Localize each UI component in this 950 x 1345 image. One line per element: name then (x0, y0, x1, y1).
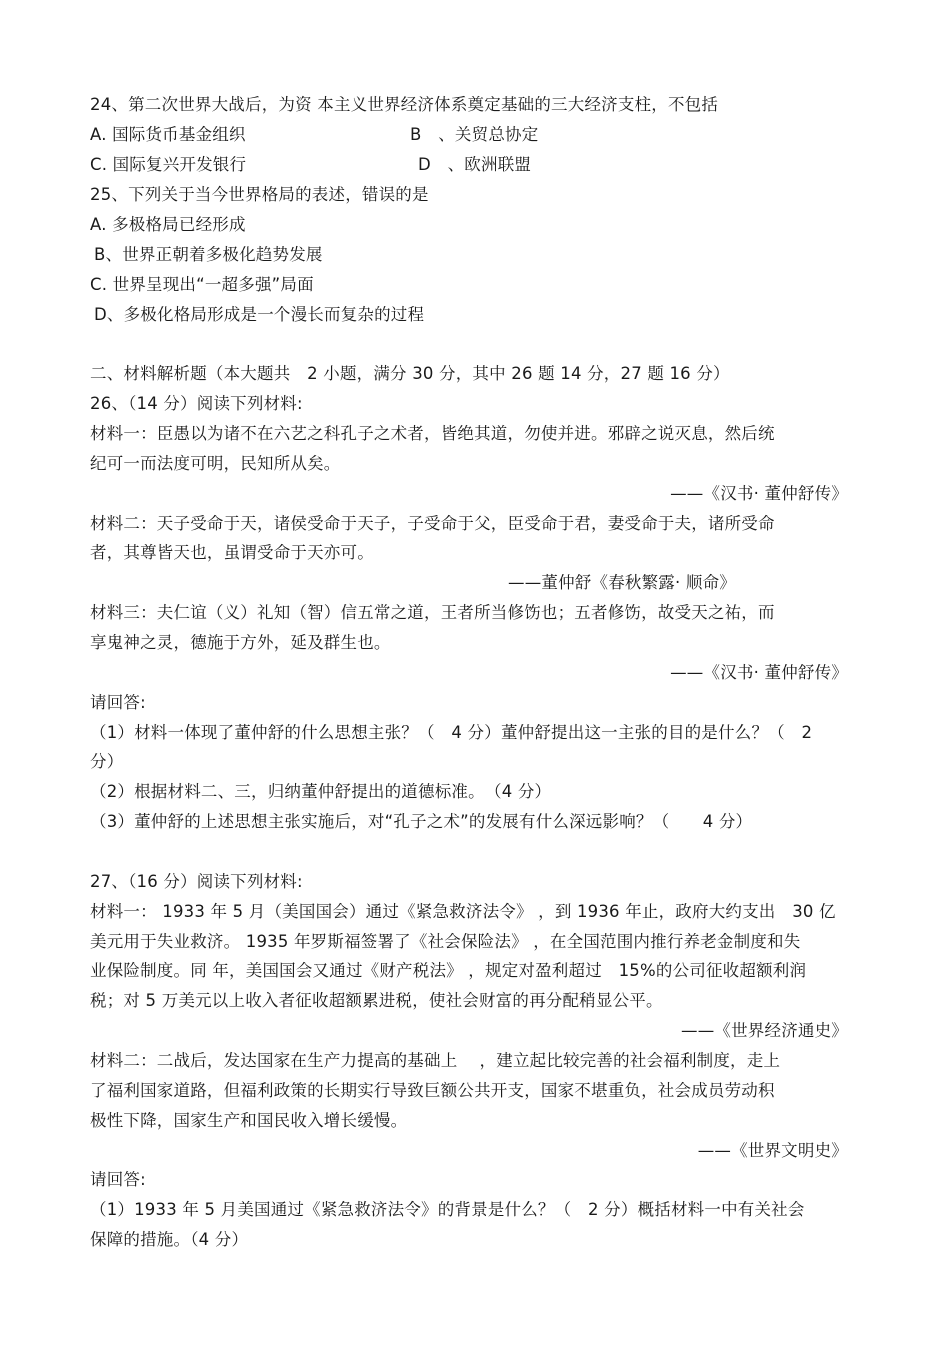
q27-material1-line3: 业保险制度。同 年，美国国会又通过《财产税法》 ，规定对盈利超过 15%的公司征收超额利润 (90, 961, 807, 980)
q25-option-b: B、世界正朝着多极化趋势发展 (94, 245, 323, 264)
q26-material3-source: ——《汉书· 董仲舒传》 (670, 663, 848, 682)
q24-option-a: A. 国际货币基金组织 (90, 125, 246, 144)
q27-sub1-line1: （1）1933 年 5 月美国通过《紧急救济法令》的背景是什么？（ 2 分）概括材料一中有关社会 (90, 1200, 805, 1219)
q24-option-c: C. 国际复兴开发银行 (90, 155, 247, 174)
q27-material2-line2: 了福利国家道路，但福利政策的长期实行导致巨额公共开支，国家不堪重负，社会成员劳动积 (90, 1081, 775, 1100)
q27-material1-line4: 税；对 5 万美元以上收入者征收超额累进税，使社会财富的再分配稍显公平。 (90, 991, 663, 1010)
q26-sub3: （3）董仲舒的上述思想主张实施后，对“孔子之术”的发展有什么深远影响？（ 4 分） (90, 812, 753, 831)
q27-material2-line1: 材料二：二战后，发达国家在生产力提高的基础上 ，建立起比较完善的社会福利制度，走上 (90, 1051, 781, 1070)
q24-options-row1 (90, 124, 850, 146)
q24-option-b: B 、关贸总协定 (410, 125, 539, 144)
q26-material2-line1: 材料二：天子受命于天，诸侯受命于天子，子受命于父，臣受命于君，妻受命于夫，诸所受命 (90, 514, 775, 533)
q24-stem: 24、第二次世界大战后，为资 本主义世界经济体系奠定基础的三大经济支柱，不包括 (90, 95, 719, 114)
q27-sub1-line2: 保障的措施。（4 分） (90, 1230, 249, 1249)
q26-material3-line1: 材料三：夫仁谊（义）礼知（智）信五常之道，王者所当修饬也；五者修饬，故受天之祐，而 (90, 603, 775, 622)
q24-option-d: D 、欧洲联盟 (418, 155, 532, 174)
q27-ask: 请回答: (90, 1170, 146, 1189)
q26-material1-source: ——《汉书· 董仲舒传》 (670, 484, 848, 503)
q26-ask: 请回答: (90, 693, 146, 712)
q26-sub1-line1: （1）材料一体现了董仲舒的什么思想主张？（ 4 分）董仲舒提出这一主张的目的是什么？（ 2 (90, 723, 813, 742)
q24-options-row2 (90, 154, 850, 176)
q26-material2-line2: 者，其尊皆天也，虽谓受命于天亦可。 (90, 543, 374, 562)
q25-option-a: A. 多极格局已经形成 (90, 215, 246, 234)
q26-sub2: （2）根据材料二、三，归纳董仲舒提出的道德标准。 （4 分） (90, 782, 552, 801)
section-heading: 二、材料解析题（本大题共 2 小题，满分 30 分，其中 26 题 14 分，27 题 16 分） (90, 364, 730, 383)
q25-option-c: C. 世界呈现出“一超多强”局面 (90, 275, 314, 294)
q25-stem: 25、下列关于当今世界格局的表述，错误的是 (90, 185, 429, 204)
q26-material2-source: ——董仲舒《春秋繁露· 顺命》 (508, 573, 736, 592)
q27-material2-source: ——《世界文明史》 (697, 1141, 848, 1160)
q26-material1-line2: 纪可一而法度可明，民知所从矣。 (90, 454, 341, 473)
q26-sub1-line2: 分） (90, 752, 124, 771)
q25-option-d: D、多极化格局形成是一个漫长而复杂的过程 (94, 305, 425, 324)
q26-stem: 26、（14 分）阅读下列材料: (90, 394, 303, 413)
q27-material2-line3: 极性下降，国家生产和国民收入增长缓慢。 (90, 1111, 408, 1130)
q27-material1-line2: 美元用于失业救济。 1935 年罗斯福签署了《社会保险法》 ，在全国范围内推行养老金制度和失 (90, 932, 801, 951)
q26-material3-line2: 享鬼神之灵，德施于方外，延及群生也。 (90, 633, 391, 652)
q27-material1-source: ——《世界经济通史》 (681, 1021, 848, 1040)
q27-material1-line1: 材料一： 1933 年 5 月（美国国会）通过《紧急救济法令》 ，到 1936 年止，政府大约支出 30 亿 (90, 902, 836, 921)
q27-stem: 27、（16 分）阅读下列材料: (90, 872, 303, 891)
q26-material1-line1: 材料一：臣愚以为诸不在六艺之科孔子之术者，皆绝其道，勿使并进。邪辟之说灭息，然后统 (90, 424, 775, 443)
